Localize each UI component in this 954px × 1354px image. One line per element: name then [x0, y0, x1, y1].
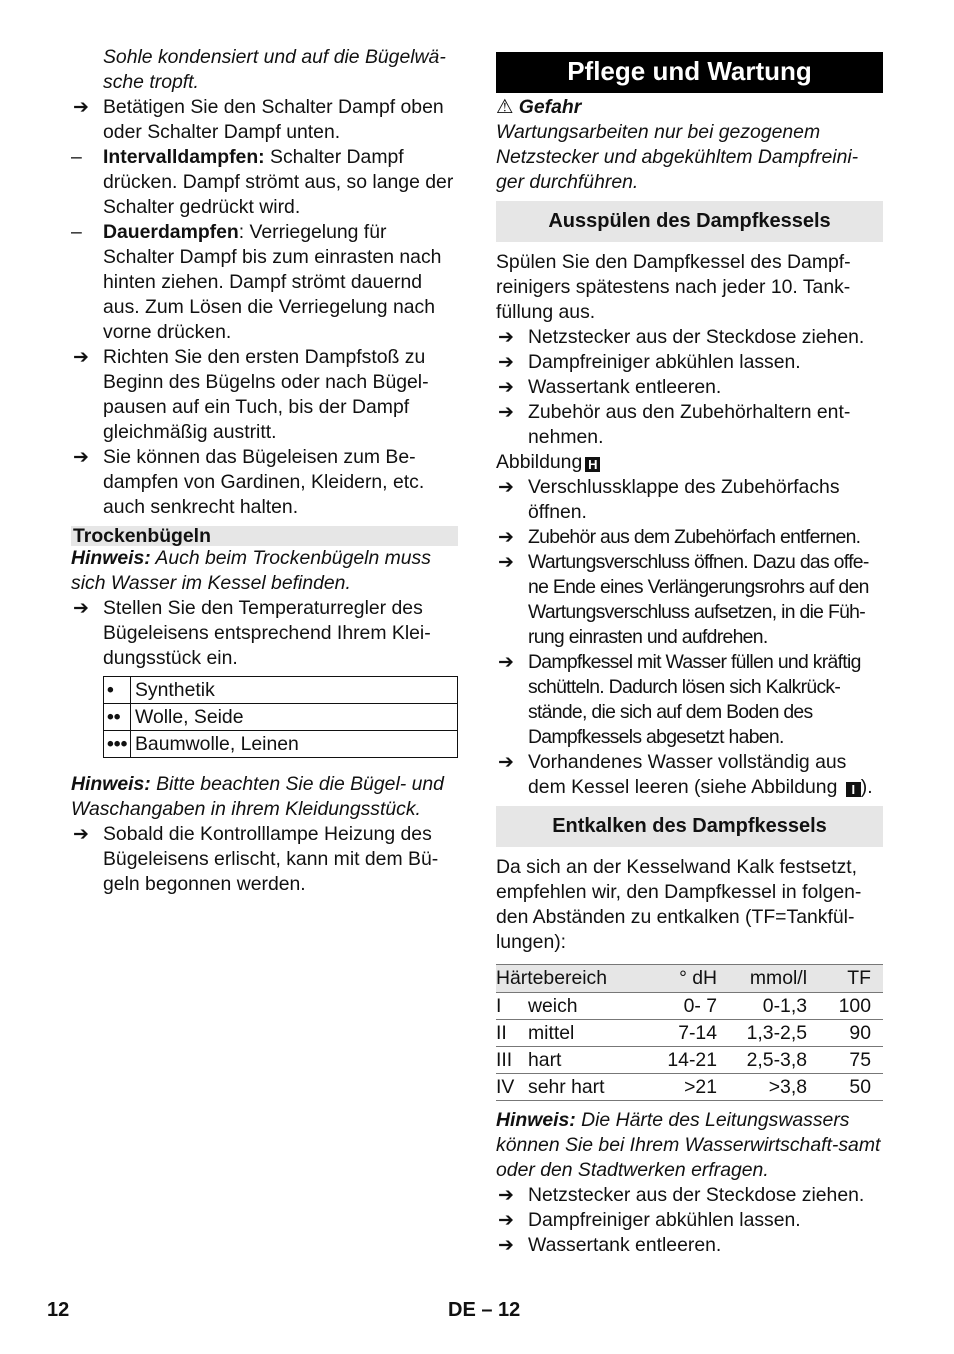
page-number: 12: [47, 1299, 70, 1321]
step-first-burst: ➔ Richten Sie den ersten Dampfstoß zu Beginn des Bügelns oder nach Bügel-pausen auf ein Tuch, bis der Dampf gleichmäßig austritt.: [73, 346, 429, 443]
arrow-icon: ➔: [73, 347, 89, 368]
list-item: ➔ Netzstecker aus der Steckdose ziehen.: [498, 1184, 865, 1206]
dry-ironing-note: Hinweis: Auch beim Trockenbügeln muss sich Wasser im Kessel befinden.: [71, 547, 431, 594]
arrow-icon: ➔: [73, 447, 89, 468]
arrow-icon: ➔: [498, 1185, 514, 1206]
arrow-icon: ➔: [73, 598, 89, 619]
arrow-icon: ➔: [498, 752, 514, 773]
section-title: Pflege und Wartung: [496, 52, 883, 93]
descale-heading: Entkalken des Dampfkessels: [496, 806, 883, 847]
list-item: ➔ Vorhandenes Wasser vollständig aus dem Kessel leeren (siehe Abbildung I ).: [498, 751, 873, 798]
arrow-icon: ➔: [498, 652, 514, 673]
list-item: ➔ Netzstecker aus der Steckdose ziehen.: [498, 326, 865, 348]
list-item: ➔ Verschlussklappe des Zubehörfachs öffnen.: [498, 476, 840, 523]
table-row: IV sehr hart >21 >3,8 50: [496, 1074, 883, 1101]
dry-ironing-heading: Trockenbügeln: [71, 526, 458, 546]
intro-note: Sohle kondensiert und auf die Bügelwä- sche tropft.: [103, 46, 446, 93]
danger-text: Wartungsarbeiten nur bei gezogenem Netzstecker und abgekühltem Dampfreini-ger durchführen.: [496, 121, 859, 193]
arrow-icon: ➔: [498, 1210, 514, 1231]
table-row: II mittel 7-14 1,3-2,5 90: [496, 1020, 883, 1047]
list-item: ➔ Wassertank entleeren.: [498, 376, 722, 398]
list-item: ➔ Zubehör aus dem Zubehörfach entfernen.: [498, 526, 861, 548]
arrow-icon: ➔: [498, 402, 514, 423]
table-row: I weich 0- 7 0-1,3 100: [496, 993, 883, 1020]
step-lamp: ➔ Sobald die Kontrolllampe Heizung des Bügeleisens erlischt, kann mit dem Bü-geln begonnen werden.: [73, 823, 439, 895]
step-curtains: ➔ Sie können das Bügeleisen zum Be-dampfen von Gardinen, Kleidern, etc. auch senkrecht halten.: [73, 446, 425, 518]
arrow-icon: ➔: [498, 352, 514, 373]
rinse-steps-b: [496, 475, 883, 800]
arrow-icon: ➔: [498, 377, 514, 398]
danger-heading: ⚠ Gefahr: [496, 96, 582, 118]
table-row: III hart 14-21 2,5-3,8 75: [496, 1047, 883, 1074]
hardness-table: [496, 964, 883, 1101]
list-item: ➔ Dampfreiniger abkühlen lassen.: [498, 351, 801, 373]
figure-i-icon: I: [846, 782, 861, 797]
table-header-row: Härtebereich ° dH mmol/l TF: [496, 965, 883, 993]
list-item: ➔ Zubehör aus den Zubehörhaltern ent-nehmen.: [498, 401, 851, 448]
care-label-note: Hinweis: Bitte beachten Sie die Bügel- und Waschangaben in ihrem Kleidungsstück.: [71, 773, 444, 820]
dash-icon: –: [71, 221, 82, 243]
interval-steam-item: – Intervalldampfen: Schalter Dampf drücken. Dampf strömt aus, so lange der Schalter gedrückt wird.: [71, 146, 454, 218]
continuous-steam-item: – Dauerdampfen: Verriegelung für Schalter Dampf bis zum einrasten nach hinten ziehen. Dampf strömt dauernd aus. Zum Lösen die Verriegelung nach vorne drücken.: [71, 221, 442, 343]
left-column: [71, 45, 458, 897]
figure-h-icon: H: [585, 457, 600, 472]
arrow-icon: ➔: [73, 824, 89, 845]
step-temperature: ➔ Stellen Sie den Temperaturregler des Bügeleisens entsprechend Ihrem Klei-dungsstück ein.: [73, 597, 431, 669]
warning-icon: ⚠: [496, 96, 514, 118]
list-item: ➔ Dampfkessel mit Wasser füllen und kräftig schütteln. Dadurch lösen sich Kalkrück-stände, die sich auf dem Boden des Dampfkessels abgesetzt haben.: [498, 651, 861, 748]
descale-intro: Da sich an der Kesselwand Kalk festsetzt, empfehlen wir, den Dampfkessel in folgen-den Abständen zu entkalken (TF=Tankfül-lungen):: [496, 856, 862, 953]
arrow-icon: ➔: [498, 1235, 514, 1256]
table-row: •• Wolle, Seide: [104, 704, 458, 731]
figure-reference: Abbildung H: [496, 450, 883, 475]
list-item: ➔ Wassertank entleeren.: [498, 1234, 722, 1256]
table-row: • Synthetik: [104, 677, 458, 704]
descale-steps: [496, 1183, 883, 1258]
section-page-number: DE – 12: [448, 1299, 521, 1321]
rinse-intro: Spülen Sie den Dampfkessel des Dampf-reinigers spätestens nach jeder 10. Tank-füllung aus.: [496, 251, 851, 323]
arrow-icon: ➔: [498, 327, 514, 348]
arrow-icon: ➔: [498, 477, 514, 498]
list-item: ➔ Wartungsverschluss öffnen. Dazu das offe-ne Ende eines Verlängerungsrohrs auf den Wartungsverschluss aufsetzen, in die Füh-rung einrasten und aufdrehen.: [498, 551, 869, 648]
right-column: [496, 45, 883, 1258]
arrow-icon: ➔: [73, 97, 89, 118]
rinse-heading: Ausspülen des Dampfkessels: [496, 201, 883, 242]
hardness-note: Hinweis: Die Härte des Leitungswassers können Sie bei Ihrem Wasserwirtschaft-samt oder den Stadtwerken erfragen.: [496, 1109, 881, 1181]
arrow-icon: ➔: [498, 527, 514, 548]
fabric-table: [103, 676, 458, 758]
table-row: ••• Baumwolle, Leinen: [104, 731, 458, 758]
dash-icon: –: [71, 146, 82, 168]
rinse-steps: [496, 325, 883, 450]
step-switch: ➔ Betätigen Sie den Schalter Dampf oben oder Schalter Dampf unten.: [73, 96, 444, 143]
arrow-icon: ➔: [498, 552, 514, 573]
list-item: ➔ Dampfreiniger abkühlen lassen.: [498, 1209, 801, 1231]
